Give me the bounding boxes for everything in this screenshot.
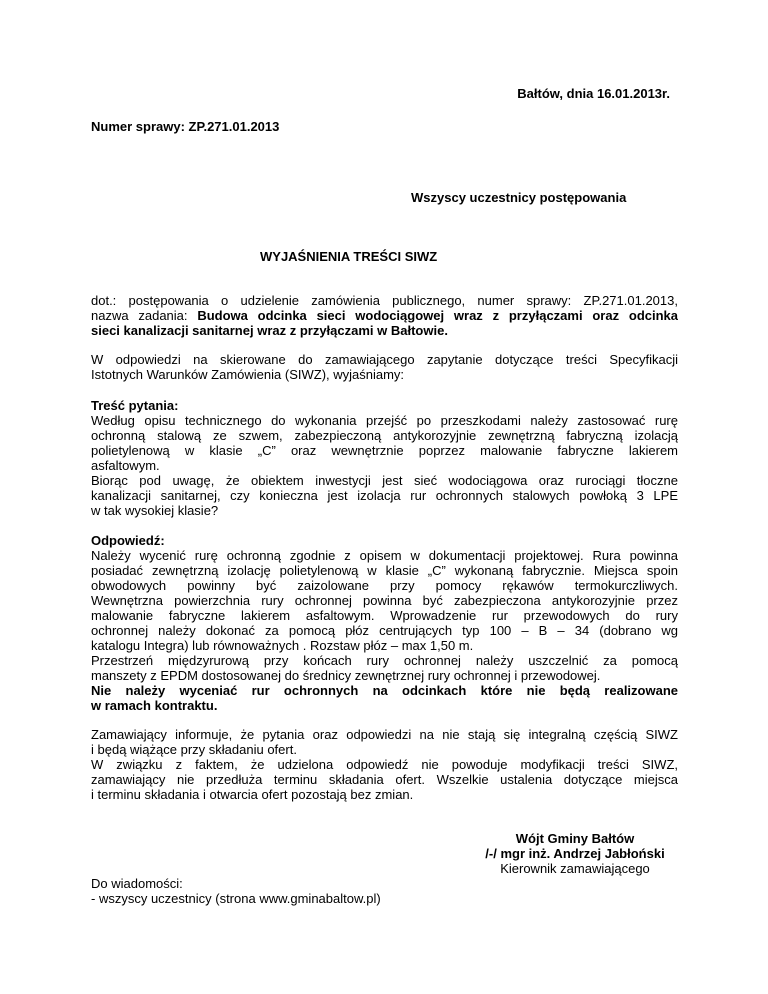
question-line: polietylenową w klasie „C” oraz wewnętrznie poprzez malowanie fabryczne lakierem xyxy=(91,443,678,458)
question-line: Według opisu technicznego do wykonania przejść po przeszkodami należy zastosować rurę xyxy=(91,413,678,428)
question-line: Biorąc pod uwagę, że obiektem inwestycji jest sieć wodociągowa oraz rurociągi tłoczne xyxy=(91,473,678,488)
distribution-item: - wszyscy uczestnicy (strona www.gminabaltow.pl) xyxy=(91,891,381,906)
intro-line-2 xyxy=(91,308,678,323)
closing-line: W związku z faktem, że udzielona odpowiedź nie powoduje modyfikacji treści SIWZ, xyxy=(91,757,678,772)
answer-bold-line: Nie należy wyceniać rur ochronnych na odcinkach które nie będą realizowane xyxy=(91,683,678,698)
signature-name: /-/ mgr inż. Andrzej Jabłoński xyxy=(485,846,665,861)
case-number: Numer sprawy: ZP.271.01.2013 xyxy=(91,119,280,134)
signature-title: Wójt Gminy Bałtów xyxy=(515,831,635,846)
intro-line-1: dot.: postępowania o udzielenie zamówienia publicznego, numer sprawy: ZP.271.01.2013, xyxy=(91,293,678,308)
answer-line: manszety z EPDM dostosowanej do średnicy zewnętrznej rury ochronnej i przewodowej. xyxy=(91,668,601,683)
task-name-part-2: sieci kanalizacji sanitarnej wraz z przyłączami w Bałtowie. xyxy=(91,323,448,338)
answer-line: Przestrzeń międzyrurową przy końcach rury ochronnej należy uszczelnić za pomocą xyxy=(91,653,678,668)
answer-line: malowanie fabryczne lakierem asfaltowym. Wprowadzenie rur przewodowych do rury xyxy=(91,608,678,623)
answer-line: obwodowych powinny być zaizolowane przy pomocy rękawów termokurczliwych. xyxy=(91,578,678,593)
question-section xyxy=(91,398,678,518)
answer-line: katalogu Integra) lub równoważnych . Rozstaw płóz – max 1,50 m. xyxy=(91,638,474,653)
closing-section xyxy=(91,727,678,802)
distribution-block xyxy=(91,876,381,906)
answer-line: Należy wycenić rurę ochronną zgodnie z opisem w dokumentacji projektowej. Rura powinna xyxy=(91,548,678,563)
question-line: ochronną stalową ze szwem, zabezpieczoną antykorozyjnie zewnętrzną fabryczną izolacją xyxy=(91,428,678,443)
response-intro-line-1: W odpowiedzi na skierowane do zamawiającego zapytanie dotyczące treści Specyfikacji xyxy=(91,352,678,367)
signature-role: Kierownik zamawiającego xyxy=(500,861,650,876)
question-line: w tak wysokiej klasie? xyxy=(91,503,219,518)
question-line: asfaltowym. xyxy=(91,458,160,473)
question-heading: Treść pytania: xyxy=(91,398,179,413)
answer-heading: Odpowiedź: xyxy=(91,533,165,548)
closing-line: i terminu składania i otwarcia ofert pozostają bez zmian. xyxy=(91,787,414,802)
distribution-heading: Do wiadomości: xyxy=(91,876,183,891)
answer-line: ochronnej należy dokonać za pomocą płóz centrujących typ 100 – B – 34 (dobrano wg xyxy=(91,623,678,638)
task-name-part-1: Budowa odcinka sieci wodociągowej wraz z przyłączami oraz odcinka xyxy=(197,308,678,323)
question-line: kanalizacji sanitarnej, czy konieczna jest izolacja rur ochronnych stalowych powłoką 3 LPE xyxy=(91,488,678,503)
response-intro xyxy=(91,352,678,382)
addressee: Wszyscy uczestnicy postępowania xyxy=(411,190,627,205)
answer-bold-line: w ramach kontraktu. xyxy=(91,698,218,713)
document-title: WYJAŚNIENIA TREŚCI SIWZ xyxy=(260,249,438,264)
closing-line: Zamawiający informuje, że pytania oraz odpowiedzi na nie stają się integralną częścią SIWZ xyxy=(91,727,678,742)
response-intro-line-2: Istotnych Warunków Zamówienia (SIWZ), wyjaśniamy: xyxy=(91,367,405,382)
answer-line: posiadać zewnętrzną izolację polietylenową w klasie „C” wykonaną fabrycznie. Miejsca spoin xyxy=(91,563,678,578)
task-name-label: nazwa zadania: xyxy=(91,308,198,323)
answer-section xyxy=(91,533,678,713)
place-date: Bałtów, dnia 16.01.2013r. xyxy=(517,86,670,101)
closing-line: i będą wiążące przy składaniu ofert. xyxy=(91,742,297,757)
intro-paragraph xyxy=(91,293,678,338)
closing-line: zamawiający nie przedłuża terminu składania ofert. Wszelkie ustalenia dotyczące miejsca xyxy=(91,772,678,787)
answer-line: Wewnętrzna powierzchnia rury ochronnej powinna być zabezpieczona antykorozyjnie przez xyxy=(91,593,678,608)
signature-block xyxy=(460,831,690,876)
